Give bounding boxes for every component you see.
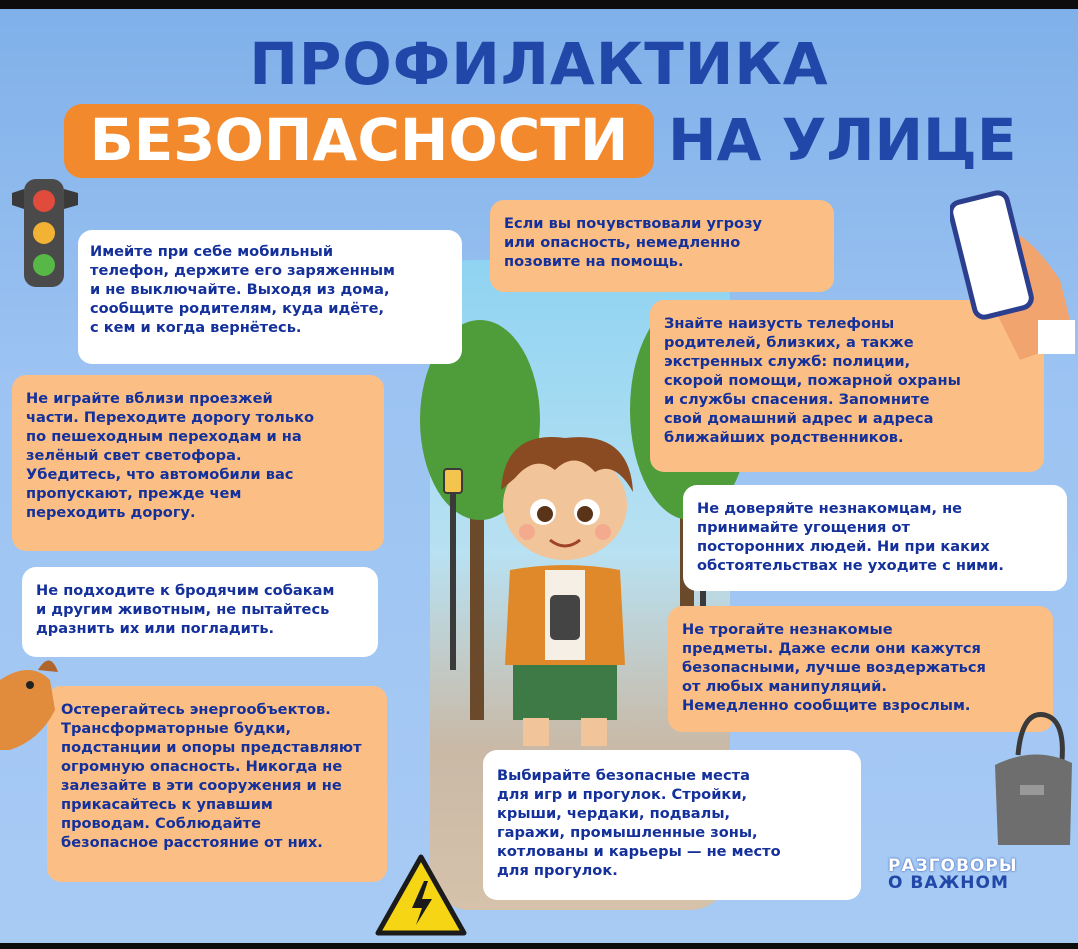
card-text-line: Не играйте вблизи проезжей (26, 390, 273, 407)
bottom-border (0, 943, 1078, 949)
card-text-line: и другим животным, не пытайтесь (36, 601, 330, 618)
card-danger (490, 200, 834, 292)
card-text-line: огромную опасность. Никогда не (61, 758, 343, 775)
card-text-line: с кем и когда вернётесь. (90, 319, 302, 336)
card-text-line: крыши, чердаки, подвалы, (497, 805, 731, 822)
razgovory-o-vazhnom-logo (888, 858, 1058, 892)
card-text-line: позовите на помощь. (504, 253, 684, 270)
card-text-line: Имейте при себе мобильный (90, 243, 334, 260)
logo-line-1: РАЗГОВОРЫ (888, 856, 1018, 876)
card-text-line: по пешеходным переходам и на (26, 428, 302, 445)
card-text-line: или опасность, немедленно (504, 234, 741, 251)
title-line-1: ПРОФИЛАКТИКА (249, 30, 829, 98)
card-text-line: Выбирайте безопасные места (497, 767, 750, 784)
card-text-line: Не подходите к бродячим собакам (36, 582, 335, 599)
card-strangers (683, 485, 1067, 591)
card-text-line: пропускают, прежде чем (26, 485, 242, 502)
card-text-line: прикасайтесь к упавшим (61, 796, 273, 813)
card-text-line: части. Переходите дорогу только (26, 409, 315, 426)
traffic-light-icon (10, 175, 80, 290)
card-text-line: переходить дорогу. (26, 504, 196, 521)
card-text-line: дразнить их или погладить. (36, 620, 275, 637)
card-text-line: принимайте угощения от (697, 519, 910, 536)
card-safe-places (483, 750, 861, 900)
street-lamp-head (443, 468, 463, 494)
card-road-safety (12, 375, 384, 551)
card-text-line: и не выключайте. Выходя из дома, (90, 281, 390, 298)
dog-icon (0, 650, 62, 760)
card-text-line: посторонних людей. Ни при каких (697, 538, 990, 555)
card-text-line: ближайших родственников. (664, 429, 904, 446)
boy-with-phone-illustration (465, 420, 665, 750)
top-border (0, 0, 1078, 9)
card-text-line: Знайте наизусть телефоны (664, 315, 895, 332)
card-text-line: экстренных служб: полиции, (664, 353, 911, 370)
card-text-line: Не трогайте незнакомые (682, 621, 893, 638)
card-text-line: подстанции и опоры представляют (61, 739, 362, 756)
card-text-line: Если вы почувствовали угрозу (504, 215, 763, 232)
handbag-icon (990, 705, 1075, 850)
card-text-line: проводам. Соблюдайте (61, 815, 262, 832)
card-animals (22, 567, 378, 657)
card-text-line: Трансформаторные будки, (61, 720, 292, 737)
card-text-line: гаражи, промышленные зоны, (497, 824, 758, 841)
phone-in-hand-icon (950, 190, 1075, 370)
card-text-line: Убедитесь, что автомобили вас (26, 466, 294, 483)
card-text-line: для игр и прогулок. Стройки, (497, 786, 748, 803)
card-text-line: залезайте в эти сооружения и не (61, 777, 342, 794)
card-text-line: обстоятельствах не уходите с ними. (697, 557, 1004, 574)
card-mobile-phone (78, 230, 462, 364)
logo-line-2: О ВАЖНОМ (888, 873, 1009, 893)
street-lamp (450, 490, 456, 670)
high-voltage-warning-icon (374, 853, 468, 939)
card-text-line: Остерегайтесь энергообъектов. (61, 701, 331, 718)
card-text-line: свой домашний адрес и адреса (664, 410, 934, 427)
card-text-line: скорой помощи, пожарной охраны (664, 372, 961, 389)
card-text-line: телефон, держите его заряженным (90, 262, 395, 279)
title-line-2-rest: НА УЛИЦЕ (668, 106, 1017, 174)
title-line-2-highlight: БЕЗОПАСНОСТИ (89, 106, 629, 174)
card-text-line: Немедленно сообщите взрослым. (682, 697, 971, 714)
card-text-line: родителей, близких, а также (664, 334, 914, 351)
card-text-line: и службы спасения. Запомните (664, 391, 930, 408)
card-text-line: котлованы и карьеры — не место (497, 843, 781, 860)
card-text-line: безопасными, лучше воздержаться (682, 659, 986, 676)
card-text-line: сообщите родителям, куда идёте, (90, 300, 385, 317)
card-text-line: предметы. Даже если они кажутся (682, 640, 981, 657)
card-text-line: для прогулок. (497, 862, 618, 879)
card-text-line: зелёный свет светофора. (26, 447, 242, 464)
card-text-line: от любых манипуляций. (682, 678, 887, 695)
card-text-line: безопасное расстояние от них. (61, 834, 323, 851)
card-text-line: Не доверяйте незнакомцам, не (697, 500, 963, 517)
card-energy-objects (47, 686, 387, 882)
